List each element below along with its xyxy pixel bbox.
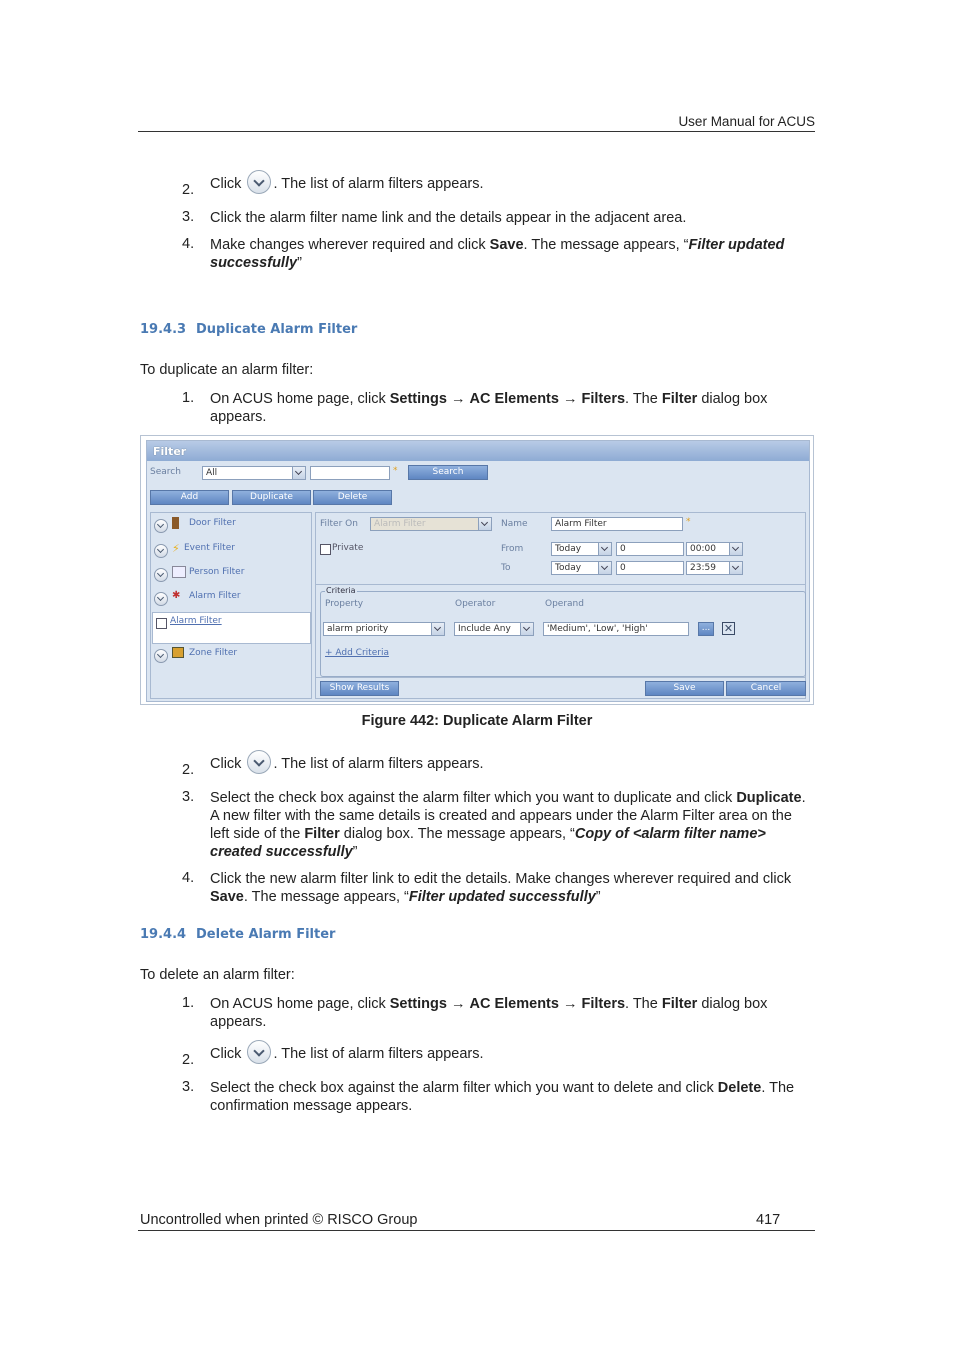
list-number: 1. (182, 390, 195, 406)
col-operand: Operand (545, 599, 584, 609)
chevron-down-icon (478, 518, 491, 530)
zone-icon (172, 647, 184, 658)
add-button[interactable]: Add (150, 490, 229, 505)
to-offset-input[interactable]: 0 (616, 561, 684, 575)
person-icon (172, 566, 186, 578)
from-offset-input[interactable]: 0 (616, 542, 684, 556)
chevron-down-icon (598, 543, 611, 555)
to-label: To (501, 563, 511, 573)
header-title: User Manual for ACUS (678, 114, 815, 129)
list-number: 2. (182, 182, 195, 198)
tree-item-zone-filter[interactable]: Zone Filter (154, 647, 304, 665)
section-intro: To delete an alarm filter: (140, 967, 295, 983)
save-button[interactable]: Save (645, 681, 724, 696)
col-property: Property (325, 599, 364, 609)
filter-on-label: Filter On (320, 519, 358, 529)
filter-tree (150, 512, 312, 699)
list-item: Click . The list of alarm filters appears. (210, 1040, 815, 1068)
search-select[interactable]: All (202, 466, 306, 480)
expand-icon (247, 750, 271, 774)
criteria-legend: Criteria (326, 586, 356, 595)
list-item: Select the check box against the alarm filter which you want to duplicate and click Duplicate. A new filter with the same details is created and appears under the Alarm Filter area on the left side of the Filter dialog box. The message appears, “Copy of <alarm filter name> created successfully” (210, 790, 806, 860)
list-item: On ACUS home page, click Settings → AC Elements → Filters. The Filter dialog box appears. (210, 391, 768, 425)
required-icon: * (393, 466, 398, 476)
divider (316, 677, 805, 678)
list-item: Make changes wherever required and click Save. The message appears, “Filter updated successfully” (210, 237, 785, 271)
filter-on-select: Alarm Filter (370, 517, 492, 531)
expand-icon (247, 170, 271, 194)
list-number: 2. (182, 1052, 195, 1068)
add-criteria-link[interactable]: + Add Criteria (325, 648, 389, 658)
section-heading: 19.4.4 Delete Alarm Filter (140, 927, 336, 942)
page-footer (138, 1212, 815, 1231)
private-label: Private (332, 543, 364, 553)
from-time-select[interactable]: 00:00 (686, 542, 743, 556)
expand-icon[interactable] (154, 592, 168, 606)
to-time-select[interactable]: 23:59 (686, 561, 743, 575)
alarm-icon: ✱ (172, 590, 181, 601)
filter-details-panel (315, 512, 806, 699)
filter-dialog (146, 440, 810, 702)
list-number: 2. (182, 762, 195, 778)
chevron-down-icon (520, 623, 533, 635)
expand-icon[interactable] (154, 568, 168, 582)
page-header (138, 112, 815, 132)
divider (316, 584, 805, 585)
tree-item-door-filter[interactable]: Door Filter (154, 517, 304, 535)
chevron-down-icon (292, 467, 305, 479)
chevron-down-icon (431, 623, 444, 635)
expand-icon (247, 1040, 271, 1064)
search-input[interactable] (310, 466, 390, 480)
alarm-filter-link[interactable]: Alarm Filter (170, 616, 222, 626)
list-item: Click the alarm filter name link and the details appear in the adjacent area. (210, 210, 687, 226)
section-intro: To duplicate an alarm filter: (140, 362, 314, 378)
search-label: Search (150, 467, 181, 477)
tree-item-alarm-filter[interactable]: ✱ Alarm Filter (154, 590, 304, 608)
page-number: 417 (756, 1212, 781, 1228)
browse-button[interactable]: ... (698, 622, 714, 636)
delete-button[interactable]: Delete (313, 490, 392, 505)
private-checkbox[interactable] (320, 544, 331, 555)
expand-icon[interactable] (154, 649, 168, 663)
lightning-icon: ⚡ (172, 542, 180, 555)
figure-screenshot (140, 435, 814, 705)
from-label: From (501, 544, 524, 554)
expand-icon[interactable] (154, 544, 168, 558)
list-number: 4. (182, 236, 195, 252)
list-number: 4. (182, 870, 195, 886)
figure-caption: Figure 442: Duplicate Alarm Filter (361, 713, 593, 729)
col-operator: Operator (455, 599, 496, 609)
list-number: 3. (182, 1079, 195, 1095)
door-icon (172, 517, 179, 529)
tree-item-event-filter[interactable]: ⚡ Event Filter (154, 542, 304, 560)
criteria-group (320, 586, 806, 677)
chevron-down-icon (598, 562, 611, 574)
list-item: Select the check box against the alarm filter which you want to delete and click Delete. The confirmation message appears. (210, 1080, 795, 1114)
expand-icon[interactable] (154, 519, 168, 533)
from-day-select[interactable]: Today (551, 542, 612, 556)
list-item: Click . The list of alarm filters appears. (210, 170, 815, 198)
operand-input[interactable]: 'Medium', 'Low', 'High' (543, 622, 689, 636)
checkbox[interactable] (156, 618, 167, 629)
list-item: Click . The list of alarm filters appears. (210, 750, 815, 778)
required-icon: * (686, 517, 691, 527)
list-number: 1. (182, 995, 195, 1011)
name-label: Name (501, 519, 528, 529)
cancel-button[interactable]: Cancel (726, 681, 806, 696)
selected-child-row[interactable] (152, 612, 311, 644)
operator-select[interactable]: Include Any (454, 622, 534, 636)
show-results-button[interactable]: Show Results (320, 681, 399, 696)
list-number: 3. (182, 209, 195, 225)
section-heading: 19.4.3 Duplicate Alarm Filter (140, 322, 358, 337)
list-item: On ACUS home page, click Settings → AC Elements → Filters. The Filter dialog box appears. (210, 996, 768, 1030)
name-input[interactable]: Alarm Filter (551, 517, 683, 531)
list-number: 3. (182, 789, 195, 805)
list-item: Click the new alarm filter link to edit the details. Make changes wherever required and click Save. The message appears, “Filter updated successfully” (210, 871, 792, 905)
chevron-down-icon (729, 562, 742, 574)
remove-criteria-icon[interactable]: ✕ (723, 622, 734, 635)
dialog-titlebar: Filter (147, 441, 809, 461)
property-select[interactable]: alarm priority (323, 622, 445, 636)
footer-copyright: Uncontrolled when printed © RISCO Group (140, 1212, 418, 1228)
duplicate-button[interactable]: Duplicate (232, 490, 311, 505)
chevron-down-icon (729, 543, 742, 555)
search-button[interactable]: Search (408, 465, 488, 480)
tree-item-person-filter[interactable]: Person Filter (154, 566, 304, 584)
to-day-select[interactable]: Today (551, 561, 612, 575)
